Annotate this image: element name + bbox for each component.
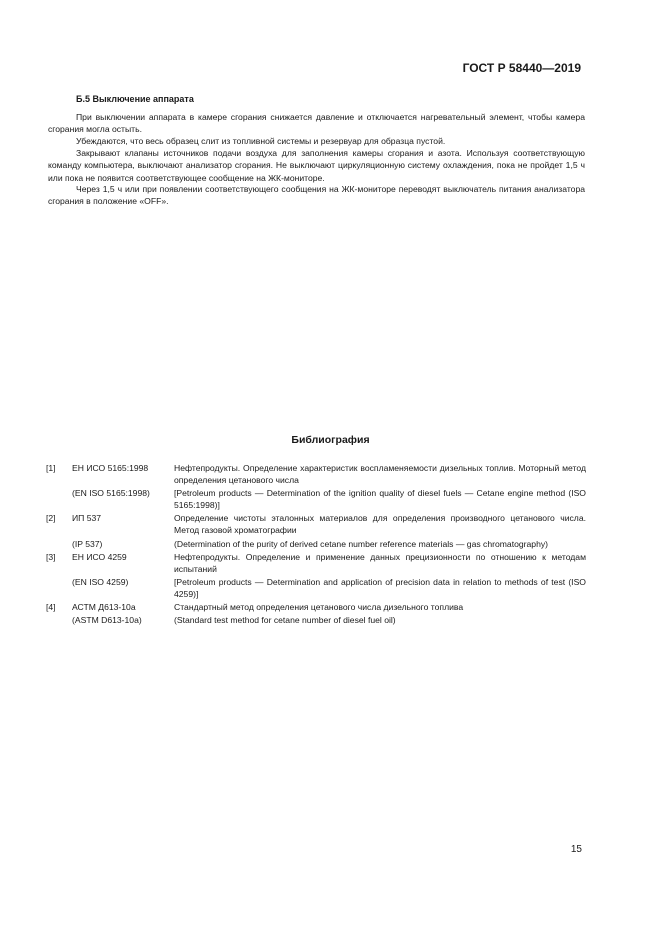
paragraph — [48, 111, 585, 136]
page-number: 15 — [570, 844, 582, 855]
entry-code: ЕН ИСО 5165:1998 — [72, 463, 149, 473]
entry-code: (EN ISO 5165:1998) — [72, 488, 150, 499]
bibliography-entry — [46, 576, 586, 600]
bibliography-list — [46, 462, 586, 627]
entry-code: (EN ISO 4259) — [72, 576, 129, 587]
entry-code: (ASTM D613-10a) — [72, 615, 142, 626]
bibliography-title: Библиография — [291, 434, 370, 446]
entry-text: (Determination of the purity of derived cetane number reference materials — gas chromatography) — [174, 538, 549, 549]
entry-text: Нефтепродукты. Определение и применение данных прецизионности по отношению к методам испытаний — [174, 551, 586, 574]
entry-number: [1] — [46, 463, 56, 473]
entry-code: АСТМ Д613-10а — [72, 602, 136, 613]
bibliography-entry — [46, 487, 586, 511]
paragraph — [48, 183, 585, 208]
paragraph-text: Убеждаются, что весь образец слит из топливной системы и резервуар для образца пустой. — [76, 136, 446, 146]
entry-code: ИП 537 — [72, 513, 102, 524]
paragraph-text: Закрывают клапаны источников подачи воздуха для заполнения камеры сгорания и азота. Используя соответствующую команду компьютера, выключают анализатор сгорания. Не выключают циркуляционную систему охлаждения, пока не пройдет 1,5 ч или пока не появится соответствующее сообщение на ЖК-мониторе. — [48, 148, 585, 183]
entry-number: [2] — [46, 513, 56, 524]
document-code: ГОСТ Р 58440—2019 — [462, 61, 581, 75]
paragraph-text: При выключении аппарата в камере сгорания снижается давление и отключается нагревательный элемент, чтобы камера сгорания могла остыть. — [48, 112, 585, 135]
entry-code: (IP 537) — [72, 538, 103, 549]
paragraph — [48, 147, 585, 184]
entry-number — [46, 487, 72, 511]
entry-text: Определение чистоты эталонных материалов для определения производного цетанового числа. Метод газовой хроматографии — [174, 513, 586, 536]
entry-code: ЕН ИСО 4259 — [72, 551, 127, 562]
bibliography-entry — [46, 614, 586, 626]
entry-text: [Petroleum products — Determination and application of precision data in relation to methods of test (ISO 4259)] — [174, 576, 586, 599]
entry-text: [Petroleum products — Determination of the ignition quality of diesel fuels — Cetane engine method (ISO 5165:1998)] — [174, 488, 586, 511]
paragraph — [48, 135, 585, 147]
bibliography-entry — [46, 512, 586, 536]
bibliography-entry — [46, 462, 586, 486]
entry-text: Стандартный метод определения цетанового числа дизельного топлива — [174, 602, 464, 613]
entry-number: [3] — [46, 551, 56, 562]
bibliography-entry — [46, 538, 586, 550]
entry-number — [46, 576, 72, 600]
entry-number: [4] — [46, 602, 56, 613]
entry-text: (Standard test method for cetane number of diesel fuel oil) — [174, 615, 396, 626]
section-title: Б.5 Выключение аппарата — [76, 94, 194, 104]
bibliography-entry — [46, 601, 586, 613]
entry-number — [46, 614, 72, 626]
entry-number — [46, 538, 72, 550]
entry-text: Нефтепродукты. Определение характеристик воспламеняемости дизельных топлив. Моторный метод определения цетанового числа — [174, 463, 586, 486]
bibliography-entry — [46, 551, 586, 575]
paragraph-text: Через 1,5 ч или при появлении соответствующего сообщения на ЖК-мониторе переводят выключатель питания анализатора сгорания в положение «OFF». — [48, 184, 585, 207]
